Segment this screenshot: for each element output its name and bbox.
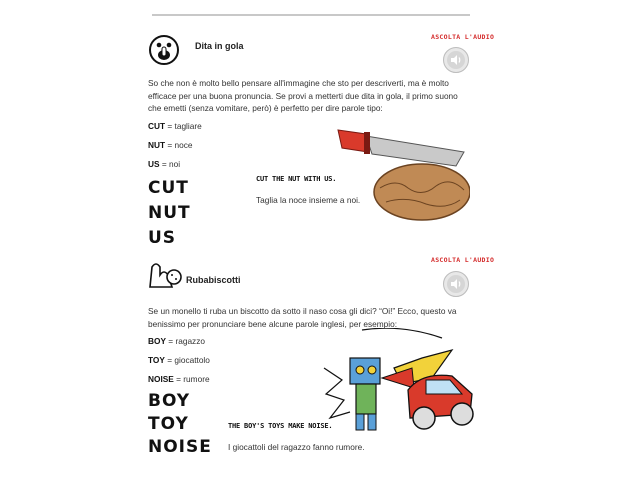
vocab-item: CUT = tagliare — [148, 121, 202, 131]
vocab-item: BOY = ragazzo — [148, 336, 205, 346]
play-audio-button[interactable] — [443, 47, 469, 73]
cookie-thief-hand-icon — [146, 259, 184, 296]
gagging-face-icon — [148, 33, 182, 72]
section-paragraph: So che non è molto bello pensare all'immagine che sto per descriverti, ma è molto efficace per una buona pronuncia. Se provi a metterti due dita in gola, il primo suono che emetti (senza vomitare, però) è perfetto per dire parole tipo: — [148, 78, 458, 113]
vocab-item: US = noi — [148, 159, 181, 169]
vocab-item: NOISE = rumore — [148, 374, 210, 384]
example-translation: Taglia la noce insieme a noi. — [256, 195, 361, 205]
illustrated-word: TOY — [148, 414, 189, 434]
knife-walnut-illustration — [336, 122, 470, 227]
audio-label: ASCOLTA L'AUDIO — [431, 256, 495, 264]
play-audio-button[interactable] — [443, 271, 469, 297]
illustrated-word: BOY — [148, 391, 191, 411]
illustrated-word: CUT — [148, 178, 189, 198]
example-sentence: CUT THE NUT WITH US. — [256, 175, 337, 183]
section-title: Dita in gola — [195, 41, 244, 51]
audio-label: ASCOLTA L'AUDIO — [431, 33, 495, 41]
example-sentence: THE BOY'S TOYS MAKE NOISE. — [228, 422, 333, 430]
noisy-toys-illustration — [322, 328, 482, 445]
vocab-item: TOY = giocattolo — [148, 355, 210, 365]
example-translation: I giocattoli del ragazzo fanno rumore. — [228, 442, 365, 452]
top-divider — [152, 14, 470, 16]
speaker-icon — [449, 53, 463, 67]
illustrated-word: US — [148, 228, 177, 248]
speaker-icon — [449, 277, 463, 291]
section-title: Rubabiscotti — [186, 275, 241, 285]
vocab-item: NUT = noce — [148, 140, 193, 150]
section-paragraph: Se un monello ti ruba un biscotto da sotto il naso cosa gli dici? “Oi!” Ecco, questo va benissimo per pronunciare bene alcune parole inglesi, per esempio: — [148, 306, 457, 329]
illustrated-word: NUT — [148, 203, 191, 223]
illustrated-word: NOISE — [148, 437, 212, 457]
